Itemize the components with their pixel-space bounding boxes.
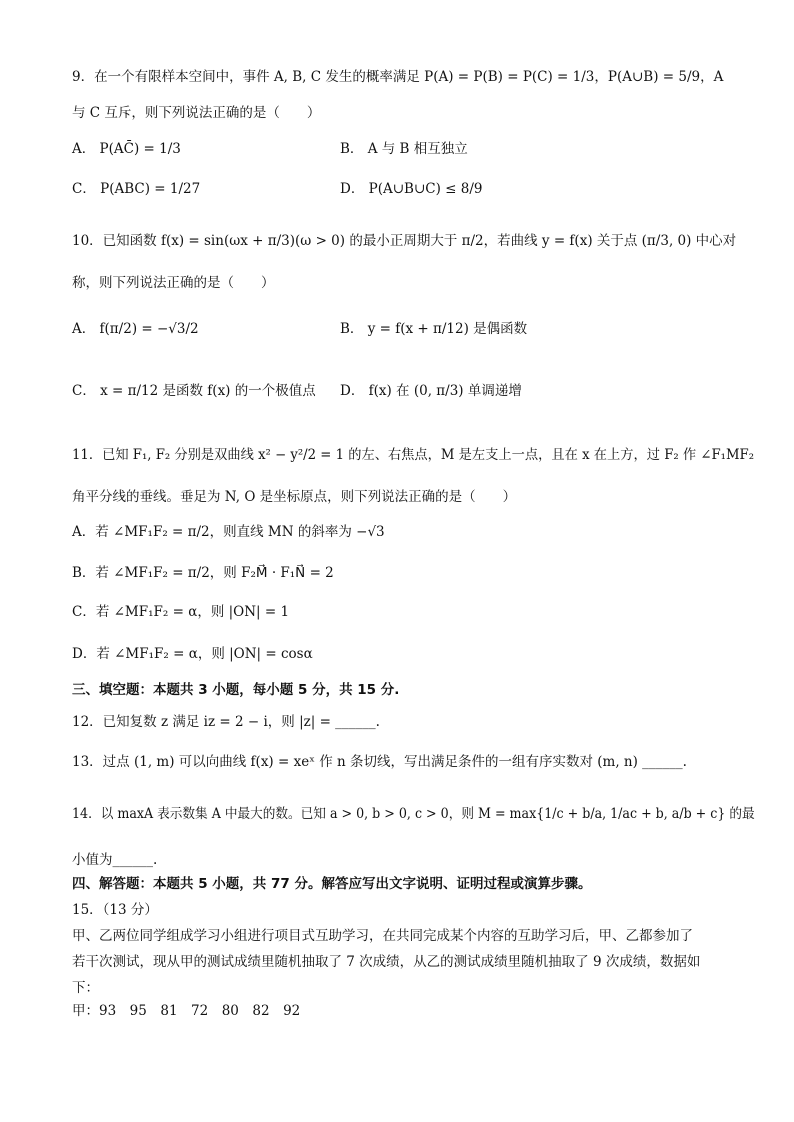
q9-stem-line1: 9．在一个有限样本空间中，事件 A, B, C 发生的概率满足 P(A) = P(B) = P(C) = 1/3，P(A∪B) = 5/9，A [72, 69, 724, 85]
q12: 12．已知复数 z 满足 iz = 2 − i，则 |z| = ______. [72, 714, 380, 730]
q10-option-b: B． y = f(x + π/12) 是偶函数 [340, 321, 528, 337]
q11-option-b: B．若 ∠MF₁F₂ = π/2，则 F₂M⃗ · F₁N⃗ = 2 [72, 565, 334, 581]
q11-option-d: D．若 ∠MF₁F₂ = α，则 |ON| = cosα [72, 646, 313, 662]
q15-data-jia: 甲：93 95 81 72 80 82 92 [72, 1003, 301, 1019]
section-4-heading: 四、解答题：本题共 5 小题，共 77 分。解答应写出文字说明、证明过程或演算步骤。 [72, 876, 592, 892]
q14-stem-line1: 14．以 maxA 表示数集 A 中最大的数。已知 a > 0, b > 0, c > 0，则 M = max{1/c + b/a, 1/ac + b, a/b + c} 的最 [72, 806, 755, 822]
q11-option-c: C．若 ∠MF₁F₂ = α，则 |ON| = 1 [72, 604, 290, 620]
q10-option-d: D． f(x) 在 (0, π/3) 单调递增 [340, 383, 522, 399]
q15-text-line1: 甲、乙两位同学组成学习小组进行项目式互助学习，在共同完成某个内容的互助学习后，甲、乙都参加了 [72, 928, 693, 944]
q10-option-a: A． f(π/2) = −√3/2 [72, 321, 199, 337]
q9-option-a: A． P(AC̄) = 1/3 [72, 141, 181, 157]
q9-option-c: C． P(ABC) = 1/27 [72, 181, 201, 197]
q9-option-b: B． A 与 B 相互独立 [340, 141, 468, 157]
q10-stem-line1: 10．已知函数 f(x) = sin(ωx + π/3)(ω > 0) 的最小正周期大于 π/2，若曲线 y = f(x) 关于点 (π/3, 0) 中心对 [72, 233, 737, 249]
q9-option-d: D． P(A∪B∪C) ≤ 8/9 [340, 181, 483, 197]
q11-option-a: A．若 ∠MF₁F₂ = π/2，则直线 MN 的斜率为 −√3 [72, 524, 385, 540]
section-3-heading: 三、填空题：本题共 3 小题，每小题 5 分，共 15 分. [72, 682, 400, 698]
q15-text-line2: 若干次测试，现从甲的测试成绩里随机抽取了 7 次成绩，从乙的测试成绩里随机抽取了 9 次成绩，数据如 [72, 954, 701, 970]
q14-stem-line2: 小值为______. [72, 852, 158, 868]
q13: 13．过点 (1, m) 可以向曲线 f(x) = xeˣ 作 n 条切线，写出满足条件的一组有序实数对 (m, n) ______. [72, 754, 687, 770]
q10-stem-line2: 称，则下列说法正确的是（ ） [72, 275, 275, 291]
q15-header: 15．（13 分） [72, 902, 158, 918]
q11-stem-line2: 角平分线的垂线。垂足为 N, O 是坐标原点，则下列说法正确的是（ ） [72, 489, 517, 505]
q11-stem-line1: 11．已知 F₁, F₂ 分别是双曲线 x² − y²/2 = 1 的左、右焦点，M 是左支上一点，且在 x 在上方，过 F₂ 作 ∠F₁MF₂ [72, 447, 755, 463]
q10-option-c: C． x = π/12 是函数 f(x) 的一个极值点 [72, 383, 316, 399]
q15-text-line3: 下： [72, 980, 99, 996]
q9-stem-line2: 与 C 互斥，则下列说法正确的是（ ） [72, 105, 321, 121]
